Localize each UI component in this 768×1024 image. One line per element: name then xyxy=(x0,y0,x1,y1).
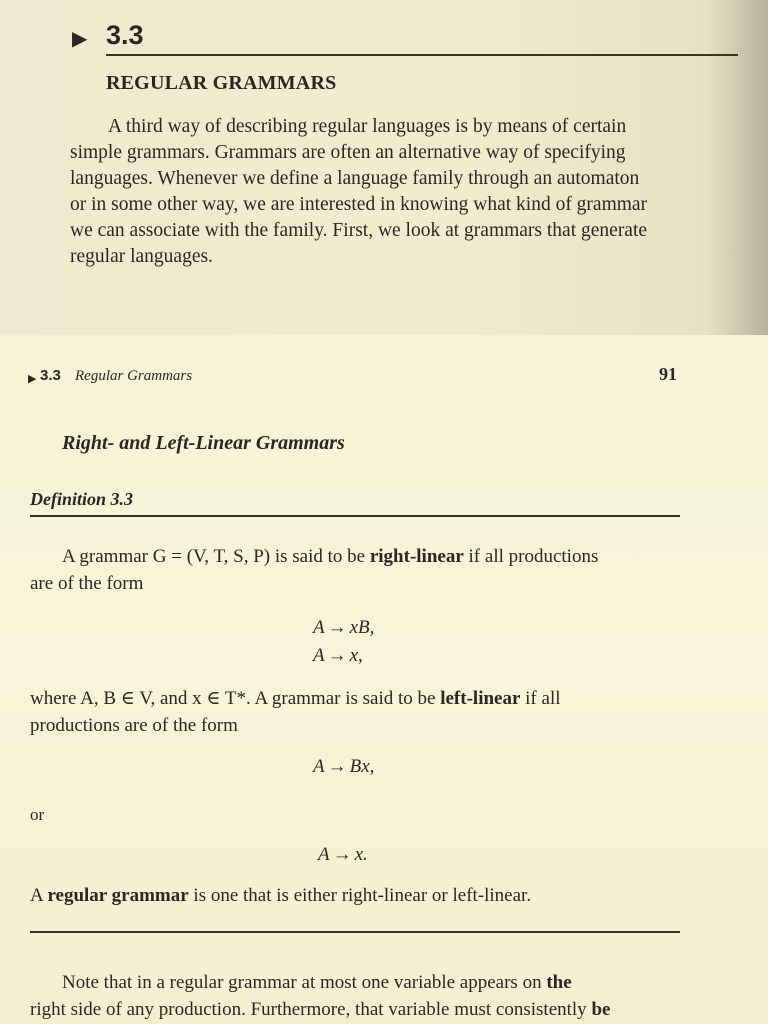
production-equation: A → Bx, xyxy=(313,756,375,777)
header-arrow-icon: ▶ xyxy=(28,373,37,385)
page-number: 91 xyxy=(659,364,677,384)
arrow-icon: → xyxy=(327,756,347,777)
section-arrow-icon: ▶ xyxy=(72,28,88,50)
para1-text: if all productions xyxy=(463,546,599,567)
left-linear-term: left-linear xyxy=(440,688,521,709)
production-equation: A → x. xyxy=(318,844,368,865)
note-paragraph: Note that in a regular grammar at most one variable appears on the right side of any production. Furthermore, that variable must consistently be xyxy=(30,972,611,1020)
right-linear-term: right-linear xyxy=(369,546,464,567)
or-connector: or xyxy=(30,805,45,824)
bottom-page xyxy=(0,335,768,1024)
intro-line: languages. Whenever we define a language family through an automaton xyxy=(70,168,640,189)
top-page xyxy=(0,0,768,335)
subsection-title: Right- and Left-Linear Grammars xyxy=(62,432,345,454)
section-title: REGULAR GRAMMARS xyxy=(106,72,337,94)
section-number: 3.3 xyxy=(106,20,144,50)
para2-text: if all xyxy=(520,688,561,709)
definition-label: Definition 3.3 xyxy=(30,489,134,509)
right-linear-definition xyxy=(30,543,680,597)
para2-text: productions are of the form xyxy=(30,715,238,736)
section-rule xyxy=(106,54,738,56)
definition-rule xyxy=(30,515,680,517)
intro-line: regular languages. xyxy=(70,246,213,267)
left-linear-definition xyxy=(30,685,680,739)
running-header-number: 3.3 xyxy=(40,367,61,384)
production-equation: A → xB, xyxy=(313,617,375,638)
running-header-title: Regular Grammars xyxy=(75,368,193,384)
arrow-icon: → xyxy=(327,645,347,666)
arrow-icon: → xyxy=(332,844,352,865)
regular-grammar-term: regular grammar xyxy=(47,885,189,906)
intro-line: A third way of describing regular languages is by means of certain xyxy=(108,116,627,137)
production-equation: A → x, xyxy=(313,645,363,666)
para1-text: A grammar G = (V, T, S, P) is said to be xyxy=(62,546,370,567)
intro-line: we can associate with the family. First, we look at grammars that generate xyxy=(70,220,648,241)
definition-end-rule xyxy=(30,931,680,933)
para1-text: are of the form xyxy=(30,573,144,594)
arrow-icon: → xyxy=(327,617,347,638)
intro-line: or in some other way, we are interested in knowing what kind of grammar xyxy=(70,194,648,215)
para2-text: where A, B ∈ V, and x ∈ T*. A grammar is said to be xyxy=(30,688,441,709)
regular-grammar-definition: A regular grammar is one that is either right-linear or left-linear. xyxy=(30,885,532,906)
intro-line: simple grammars. Grammars are often an alternative way of specifying xyxy=(70,142,626,163)
intro-paragraph xyxy=(70,114,738,270)
